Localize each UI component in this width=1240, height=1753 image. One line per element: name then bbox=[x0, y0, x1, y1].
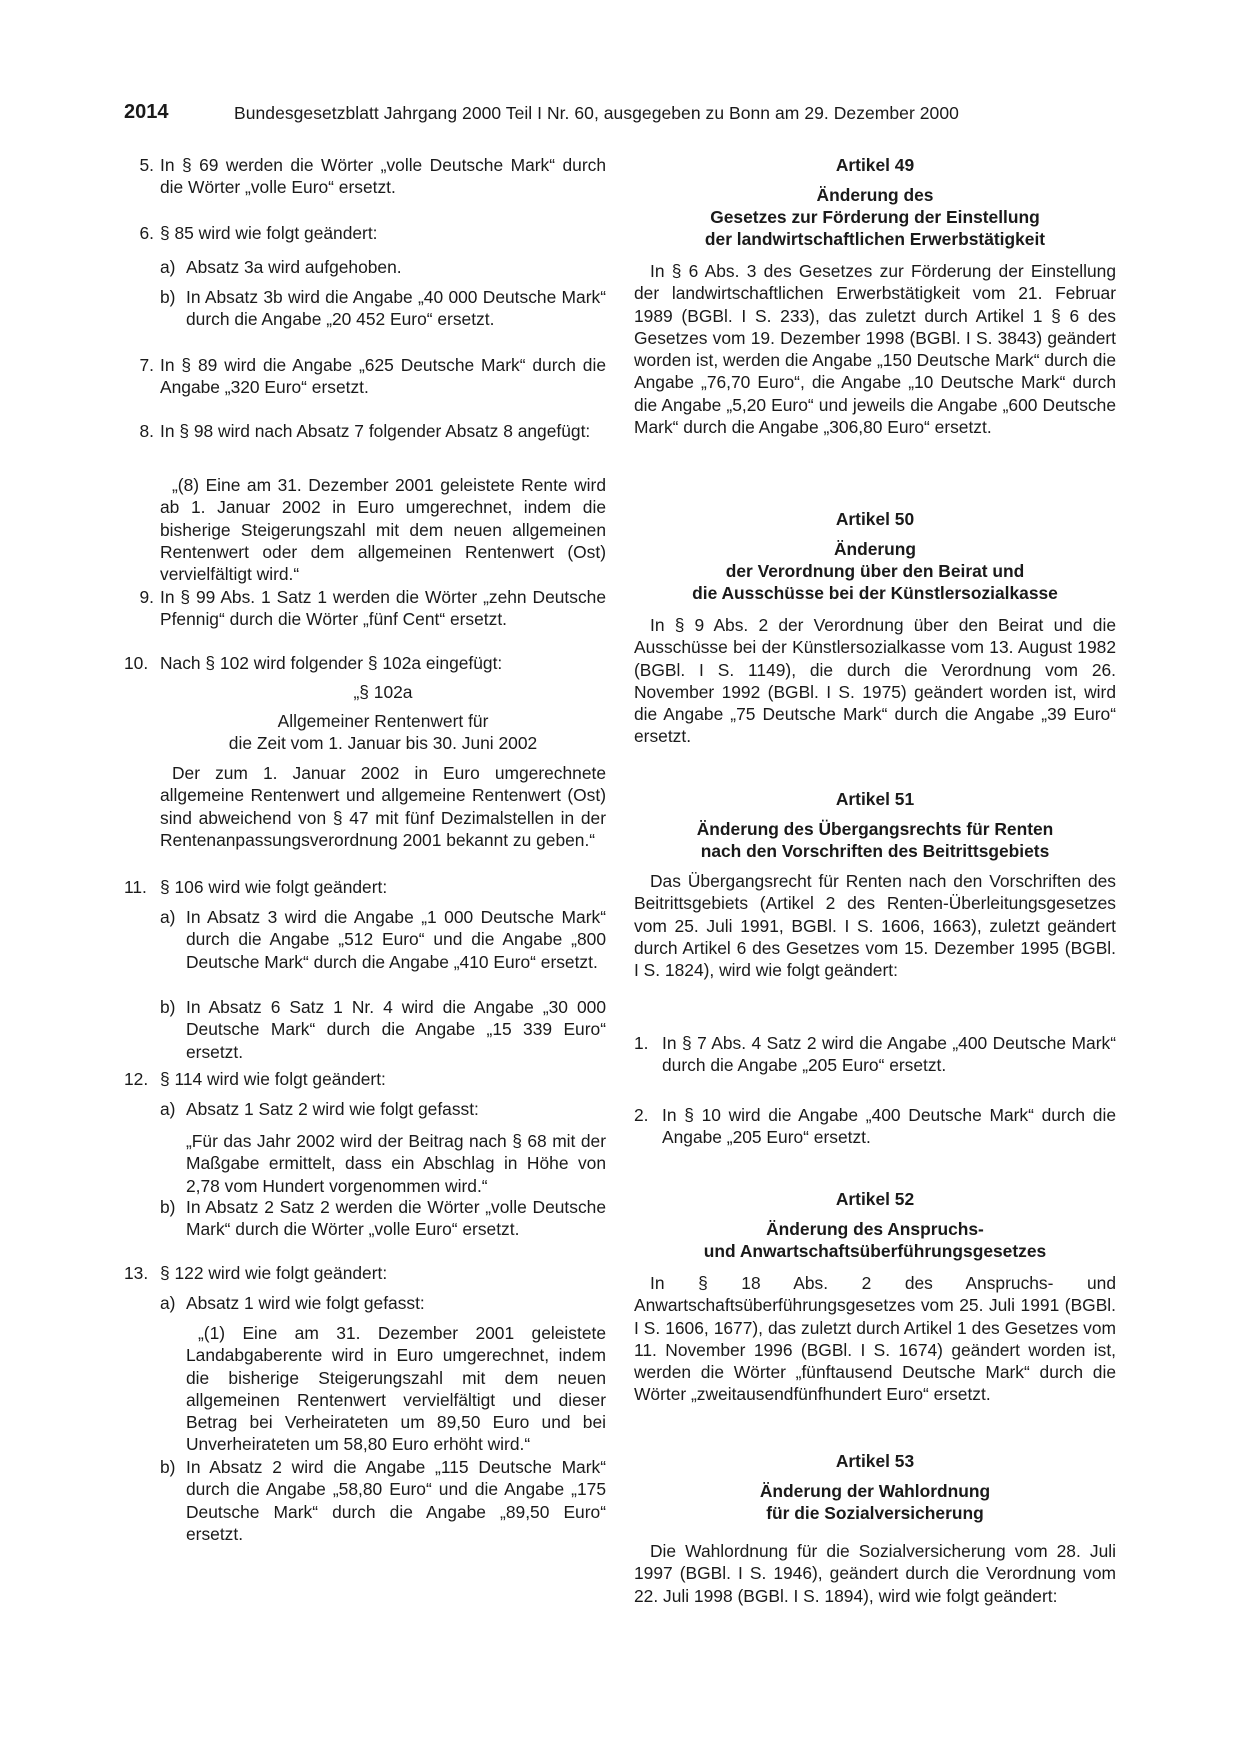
sub-item-text: In Absatz 6 Satz 1 Nr. 4 wird die Angabe „30 000 Deutsche Mark“ durch die Angabe „15 339 Euro“ ersetzt. bbox=[186, 997, 606, 1062]
sub-item-mark: b) bbox=[160, 997, 176, 1017]
article-label: Artikel 51 bbox=[835, 789, 915, 809]
article-title-line: Änderung bbox=[833, 539, 917, 559]
item-text: In § 89 wird die Angabe „625 Deutsche Mark“ durch die Angabe „320 Euro“ ersetzt. bbox=[160, 355, 606, 398]
item-number: 10. bbox=[124, 653, 149, 673]
page-header bbox=[124, 101, 1124, 125]
item-number: 11. bbox=[124, 877, 147, 897]
item-number: 8. bbox=[139, 421, 154, 441]
section-heading: „§ 102a bbox=[353, 682, 413, 702]
article-title-line: Änderung des bbox=[816, 185, 934, 205]
article-body: In § 6 Abs. 3 des Gesetzes zur Förderung der Einstellung der landwirtschaftlichen Erwerbstätigkeit vom 21. Februar 1989 (BGBl. I S. 233), das zuletzt durch Artikel 1 § 6 des Gesetzes vom 19. Dezember 1998 (BGBl. I S. 3843) geändert worden ist, werden die Angabe „150 Deutsche Mark“ durch die Angabe „76,70 Euro“, die Angabe „10 Deutsche Mark“ durch die Angabe „5,20 Euro“ und jeweils die Angabe „600 Deutsche Mark“ durch die Angabe „306,80 Euro“ ersetzt. bbox=[634, 261, 1116, 438]
sub-item-text: Absatz 3a wird aufgehoben. bbox=[186, 257, 402, 277]
item-text: In § 10 wird die Angabe „400 Deutsche Mark“ durch die Angabe „205 Euro“ ersetzt. bbox=[662, 1105, 1116, 1148]
sub-item-text: In Absatz 2 Satz 2 werden die Wörter „volle Deutsche Mark“ durch die Wörter „volle Euro“ ersetzt. bbox=[186, 1197, 606, 1240]
article-title-line: der Verordnung über den Beirat und bbox=[725, 561, 1025, 581]
quoted-paragraph: „(8) Eine am 31. Dezember 2001 geleistete Rente wird ab 1. Januar 2002 in Euro umgerechnet, indem die bisherige Steigerungszahl mit dem neuen allgemeinen Rentenwert oder dem allgemeinen Rentenwert (Ost) vervielfältigt wird.“ bbox=[160, 475, 606, 585]
sub-item-mark: a) bbox=[160, 1099, 176, 1119]
sub-item-mark: b) bbox=[160, 1197, 176, 1217]
article-label: Artikel 52 bbox=[835, 1189, 915, 1209]
sub-item-text: In Absatz 3 wird die Angabe „1 000 Deutsche Mark“ durch die Angabe „512 Euro“ und die Angabe „800 Deutsche Mark“ durch die Angabe „410 Euro“ ersetzt. bbox=[186, 907, 606, 972]
item-number: 6. bbox=[139, 223, 154, 243]
article-body: In § 18 Abs. 2 des Anspruchs- und Anwartschaftsüberführungsgesetzes vom 25. Juli 1991 (BGBl. I S. 1606, 1677), das zuletzt durch Artikel 1 des Gesetzes vom 11. November 1996 (BGBl. I S. 1674) geändert worden ist, werden die Wörter „fünftausend Deutsche Mark“ durch die Wörter „zweitausendfünfhundert Euro“ ersetzt. bbox=[634, 1273, 1116, 1405]
article-title-line: für die Sozialversicherung bbox=[766, 1503, 984, 1523]
sub-item-text: Absatz 1 wird wie folgt gefasst: bbox=[186, 1293, 425, 1313]
item-number: 13. bbox=[124, 1263, 149, 1283]
article-title-line: der landwirtschaftlichen Erwerbstätigkeit bbox=[704, 229, 1046, 249]
sub-item-mark: a) bbox=[160, 1293, 176, 1313]
quote-block bbox=[160, 474, 606, 585]
item-number: 1. bbox=[634, 1033, 649, 1053]
section-body: Der zum 1. Januar 2002 in Euro umgerechnete allgemeine Rentenwert und allgemeine Rentenwert (Ost) sind abweichend von § 47 mit fünf Dezimalstellen in der Rentenanpassungsverordnung 2001 bekannt zu geben.“ bbox=[160, 763, 606, 850]
article-label: Artikel 49 bbox=[835, 155, 915, 175]
section-title-line: die Zeit vom 1. Januar bis 30. Juni 2002 bbox=[228, 733, 538, 753]
article-title-line: die Ausschüsse bei der Künstlersozialkasse bbox=[692, 583, 1058, 603]
sub-item-text: In Absatz 3b wird die Angabe „40 000 Deutsche Mark“ durch die Angabe „20 452 Euro“ ersetzt. bbox=[186, 287, 606, 330]
item-text: § 114 wird wie folgt geändert: bbox=[160, 1069, 386, 1089]
article-title-line: und Anwartschaftsüberführungsgesetzes bbox=[703, 1241, 1047, 1261]
article-body: Das Übergangsrecht für Renten nach den Vorschriften des Beitrittsgebiets (Artikel 2 des Renten-Überleitungsgesetzes vom 25. Juli 1991, BGBl. I S. 1606, 1663), zuletzt geändert durch Artikel 6 des Gesetzes vom 15. Dezember 1995 (BGBl. I S. 1824), wird wie folgt geändert: bbox=[634, 871, 1116, 981]
quoted-paragraph: „Für das Jahr 2002 wird der Beitrag nach § 68 mit der Maßgabe ermittelt, dass ein Abschlag in Höhe von 2,78 vom Hundert vorgenommen wird.“ bbox=[186, 1131, 606, 1196]
sub-item-text: In Absatz 2 wird die Angabe „115 Deutsche Mark“ durch die Angabe „58,80 Euro“ und die Angabe „175 Deutsche Mark“ durch die Angabe „89,50 Euro“ ersetzt. bbox=[186, 1457, 606, 1544]
item-text: In § 7 Abs. 4 Satz 2 wird die Angabe „400 Deutsche Mark“ durch die Angabe „205 Euro“ ersetzt. bbox=[662, 1033, 1116, 1076]
article-body: Die Wahlordnung für die Sozialversicherung vom 28. Juli 1997 (BGBl. I S. 1946), geändert durch die Verordnung vom 22. Juli 1998 (BGBl. I S. 1894), wird wie folgt geändert: bbox=[634, 1541, 1116, 1606]
item-number: 5. bbox=[139, 155, 154, 175]
item-text: In § 99 Abs. 1 Satz 1 werden die Wörter „zehn Deutsche Pfennig“ durch die Wörter „fünf Cent“ ersetzt. bbox=[160, 587, 606, 630]
page-number: 2014 bbox=[124, 101, 169, 123]
article-label: Artikel 53 bbox=[835, 1451, 915, 1471]
sub-item-text: Absatz 1 Satz 2 wird wie folgt gefasst: bbox=[186, 1099, 479, 1119]
item-text: Nach § 102 wird folgender § 102a eingefügt: bbox=[160, 653, 503, 673]
sub-item-mark: b) bbox=[160, 1457, 176, 1477]
article-body: In § 9 Abs. 2 der Verordnung über den Beirat und die Ausschüsse bei der Künstlersozialkasse vom 13. August 1982 (BGBl. I S. 1149), die durch die Verordnung vom 26. November 1992 (BGBl. I S. 1975) geändert worden ist, wird die Angabe „75 Deutsche Mark“ durch die Angabe „39 Euro“ ersetzt. bbox=[634, 615, 1116, 747]
item-number: 2. bbox=[634, 1105, 649, 1125]
article-label: Artikel 50 bbox=[835, 509, 915, 529]
item-number: 12. bbox=[124, 1069, 149, 1089]
item-text: § 122 wird wie folgt geändert: bbox=[160, 1263, 388, 1283]
article-title-line: Änderung des Übergangsrechts für Renten bbox=[696, 819, 1054, 839]
article-title-line: Änderung der Wahlordnung bbox=[759, 1481, 991, 1501]
item-number: 9. bbox=[139, 587, 154, 607]
item-text: § 106 wird wie folgt geändert: bbox=[160, 877, 388, 897]
sub-item-mark: a) bbox=[160, 907, 176, 927]
article-title-line: nach den Vorschriften des Beitrittsgebiets bbox=[700, 841, 1050, 861]
sub-item-mark: b) bbox=[160, 287, 176, 307]
item-text: In § 69 werden die Wörter „volle Deutsche Mark“ durch die Wörter „volle Euro“ ersetzt. bbox=[160, 155, 606, 198]
article-title-line: Gesetzes zur Förderung der Einstellung bbox=[710, 207, 1040, 227]
item-text: § 85 wird wie folgt geändert: bbox=[160, 223, 378, 243]
article-title-line: Änderung des Anspruchs- bbox=[766, 1219, 984, 1239]
item-number: 7. bbox=[139, 355, 154, 375]
quoted-paragraph: „(1) Eine am 31. Dezember 2001 geleistete Landabgaberente wird in Euro umgerechnet, indem die bisherige Steigerungszahl mit dem neuen allgemeinen Rentenwert vervielfältigt und dieser Betrag bei Verheirateten um 89,50 Euro und bei Unverheirateten um 58,80 Euro erhöht wird.“ bbox=[186, 1323, 606, 1455]
sub-item-mark: a) bbox=[160, 257, 176, 277]
section-title-line: Allgemeiner Rentenwert für bbox=[277, 711, 489, 731]
item-text: In § 98 wird nach Absatz 7 folgender Absatz 8 angefügt: bbox=[160, 421, 591, 441]
running-title: Bundesgesetzblatt Jahrgang 2000 Teil I Nr. 60, ausgegeben zu Bonn am 29. Dezember 2000 bbox=[234, 103, 959, 123]
